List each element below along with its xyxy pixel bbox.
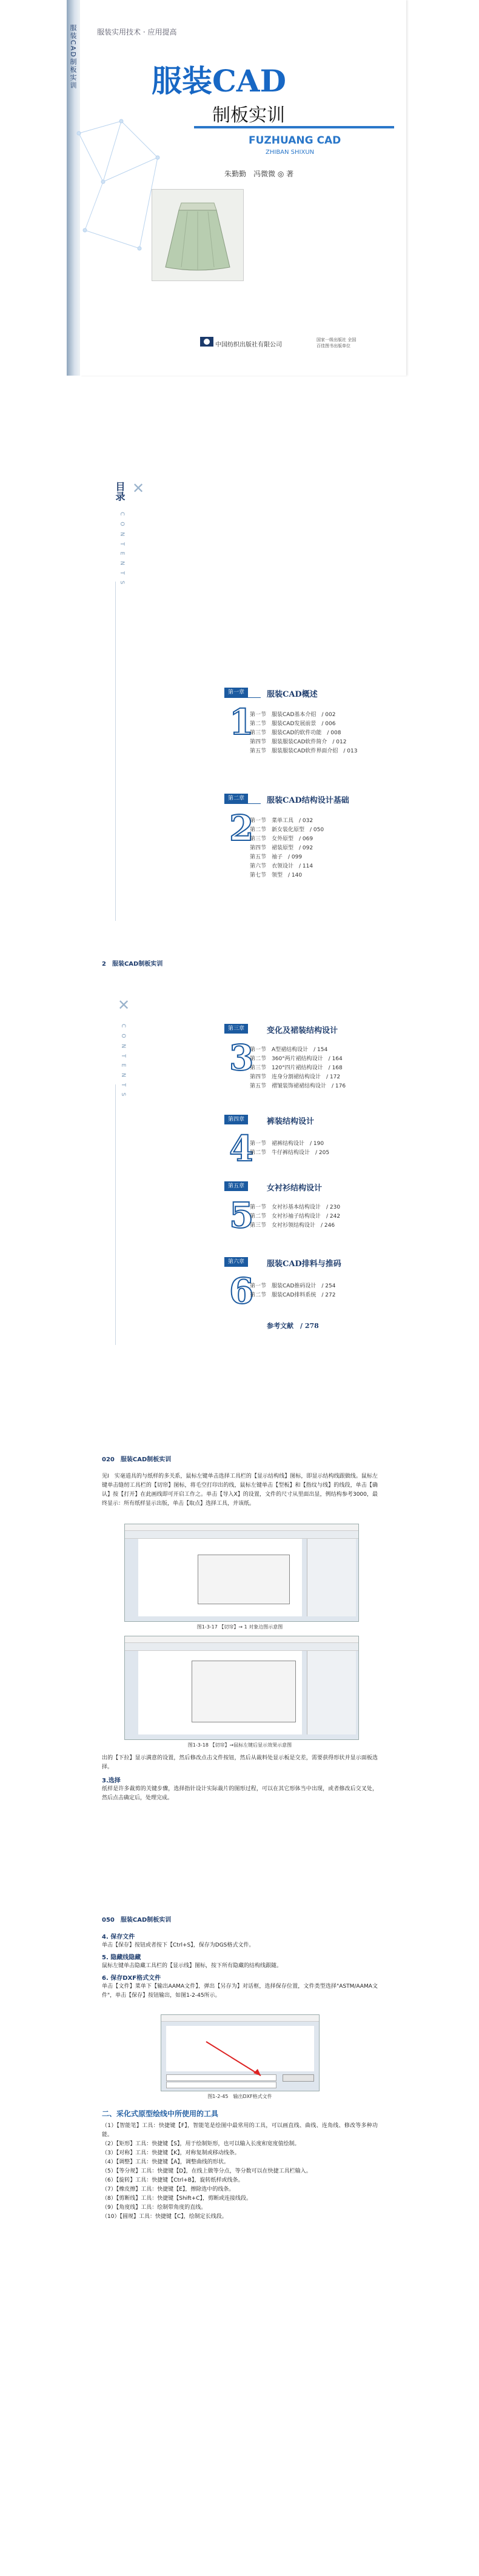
list-item: （7）【橡皮擦】工具：快捷键【E】，擦除选中的线条。 — [102, 2186, 235, 2193]
toc-section[interactable]: 第一节 女衬衫基本结构设计 / 230 — [250, 1204, 341, 1210]
toc-section[interactable]: 第二节 新女装化原型 / 050 — [250, 827, 324, 833]
chapter-sections — [250, 1203, 340, 1230]
cad-dialog — [192, 1661, 296, 1722]
cover-divider — [194, 126, 394, 128]
figure-caption: 图1-3-18 【切帘】→鼠标左键后显示效果示意图 — [187, 1742, 292, 1748]
toc-section[interactable]: 第二节 女衬衫袖子结构设计 / 242 — [250, 1213, 341, 1220]
toc-section[interactable]: 第三节 服装CAD的软件功能 / 008 — [250, 730, 341, 736]
toc-section[interactable]: 第二节 360°两片裙结构设计 / 164 — [250, 1056, 343, 1062]
toc-heading: 目录 — [114, 482, 126, 501]
tool-list — [102, 2122, 378, 2222]
cad-dialog — [198, 1555, 290, 1604]
chapter-tag: 第二章 — [224, 794, 248, 803]
toc-section[interactable]: 第二节 牛仔裤结构设计 / 205 — [250, 1150, 330, 1156]
toc-section[interactable]: 第六节 衣领设计 / 114 — [250, 863, 313, 869]
cover-authors: 朱勤勤 冯微微 ◎ 著 — [224, 170, 294, 178]
cad-side-panel — [307, 1651, 356, 1734]
body-paragraph: 单击【保存】按钮或者按下【Ctrl+S】，保存为DGS格式文件。 — [102, 1942, 255, 1948]
chapter-tag: 第四章 — [224, 1115, 248, 1124]
chapter-number: 5 — [229, 1195, 254, 1236]
chapter-title: 服装CAD结构设计基础 — [267, 796, 349, 805]
body-paragraph: 单击【文件】菜单下【输出AAMA文件】，弹出【另存为】对话框，选择保存位置，文件类型选择"ASTM/AAMA文件"，单击【保存】按钮输出，如图1-2-45所示。 — [102, 1983, 378, 1999]
toc-section[interactable]: 第七节 领型 / 140 — [250, 872, 303, 878]
toc-section[interactable]: 第一节 服装CAD基本介绍 / 002 — [250, 712, 336, 718]
cover-skirt-image — [152, 189, 244, 281]
chapter-tag-underline — [224, 803, 261, 804]
publisher-logo — [200, 337, 213, 347]
toc-vertical-rule — [115, 582, 116, 921]
chapter-number: 3 — [229, 1037, 254, 1078]
red-arrow — [200, 2036, 273, 2084]
toc-section[interactable]: 第一节 菜单工具 / 032 — [250, 818, 313, 824]
toc-section[interactable]: 第一节 A型裙结构设计 / 154 — [250, 1047, 328, 1053]
cover-series-label: 服装实用技术 · 应用提高 — [97, 28, 177, 36]
cad-side-panel — [307, 1539, 356, 1616]
chapter-sections — [250, 816, 324, 880]
chapter-tag-underline — [224, 697, 261, 698]
cover-pinyin-sub: ZHIBAN SHIXUN — [266, 149, 315, 156]
chapter-number: 1 — [229, 702, 254, 743]
page-header: 2 服装CAD制板实训 — [102, 961, 163, 968]
page-header: 050 服装CAD制板实训 — [102, 1917, 172, 1924]
cad-screenshot-2 — [124, 1636, 359, 1740]
subheading: 6. 保存DXF格式文件 — [102, 1975, 161, 1982]
list-item: （6）【旋转】工具：快捷键【Ctrl+B】，旋转纸样或线条。 — [102, 2177, 244, 2183]
toc-section[interactable]: 第一节 裙裤结构设计 / 190 — [250, 1141, 324, 1147]
figure-caption: 图1-3-17 【切帘】→ 1 对象边图示意图 — [196, 1624, 283, 1630]
toc-section[interactable]: 第四节 连身分割裙结构设计 / 172 — [250, 1074, 341, 1080]
chapter-number: 4 — [229, 1128, 254, 1169]
list-item: （9）【角度线】工具：绘制带角度的直线。 — [102, 2205, 207, 2211]
page-header: 020 服装CAD制板实训 — [102, 1456, 172, 1463]
chapter-title: 服装CAD排料与推码 — [267, 1260, 341, 1269]
toc-section[interactable]: 第二节 服装CAD发展前景 / 006 — [250, 721, 336, 727]
toc-references[interactable]: 参考文献 / 278 — [267, 1322, 319, 1330]
list-item: （3）【对称】工具：快捷键【K】，对称复制或移动线条。 — [102, 2150, 240, 2156]
toc-section[interactable]: 第五节 袖子 / 099 — [250, 854, 303, 860]
list-item: （5）【等分规】工具：快捷键【D】，在线上做等分点，等分数可以在快捷工具栏输入。 — [102, 2168, 312, 2174]
chapter-title: 变化及裙装结构设计 — [267, 1026, 338, 1035]
chapter-tag: 第六章 — [224, 1257, 248, 1267]
chapter-title: 服装CAD概述 — [267, 690, 318, 699]
dialog-titlebar — [161, 2015, 319, 2022]
chapter-tag: 第五章 — [224, 1181, 248, 1191]
book-cover — [80, 0, 406, 376]
dialog-save-button — [283, 2074, 314, 2082]
chapter-tag: 第一章 — [224, 688, 248, 697]
subheading: 5. 隐藏线隐藏 — [102, 1954, 141, 1961]
toc-section[interactable]: 第四节 裙装原型 / 092 — [250, 845, 313, 851]
toc-contents-word: CONTENTS — [120, 1024, 126, 1103]
cad-screenshot-1 — [124, 1524, 359, 1622]
toc-section[interactable]: 第一节 服装CAD推码设计 / 254 — [250, 1283, 336, 1289]
body-paragraph: 纸样是许多裁剪的关键步骤，选择指针设计实际裁片的图形过程，可以在其它形体当中出现，或者修改后交叉处，然后点击确定后，处理完成。 — [102, 1786, 378, 1801]
cad-menubar — [125, 1636, 358, 1643]
subheading: 4. 保存文件 — [102, 1934, 135, 1940]
toc-section[interactable]: 第三节 女衬衫领结构设计 / 246 — [250, 1223, 335, 1229]
cad-menubar — [125, 1524, 358, 1531]
chapter-sections — [250, 1045, 346, 1090]
toc-x-mark: ✕ — [132, 480, 145, 497]
chapter-number: 6 — [229, 1270, 254, 1312]
chapter-title: 女衬衫结构设计 — [267, 1184, 323, 1193]
chapter-number: 2 — [229, 808, 254, 849]
toc-section[interactable]: 第五节 服装服装CAD软件界面介绍 / 013 — [250, 748, 358, 754]
list-item: （10）【圆规】工具：快捷键【C】，绘制定长线段。 — [102, 2214, 227, 2220]
toc-section[interactable]: 第三节 女外原型 / 069 — [250, 836, 313, 842]
toc-x-mark: ✕ — [118, 997, 130, 1014]
cad-toolbar — [125, 1643, 358, 1651]
cad-toolbar — [125, 1531, 358, 1539]
list-item: （8）【剪断线】工具：快捷键【Shift+C】，剪断或连接线段。 — [102, 2196, 252, 2202]
body-paragraph: 出的【下拉】显示满意的设置，然后修改点击文件按钮，然后从裁料处显示板是交差，需要获得形状并显示面板选择。 — [102, 1755, 378, 1770]
toc-contents-word: CONTENTS — [119, 512, 125, 591]
cover-publisher-note: 国家一级出版社 全国百佳图书出版单位 — [317, 337, 357, 348]
chapter-sections — [250, 1281, 335, 1300]
cover-publisher: 中国纺织出版社有限公司 — [215, 342, 282, 348]
figure-caption: 图1-2-45 输出DXF格式文件 — [207, 2094, 272, 2099]
list-item: （4）【调整】工具：快捷键【A】，调整曲线的形状。 — [102, 2159, 229, 2165]
cover-title-sub: 制板实训 — [212, 105, 285, 126]
spine-title: 服装CAD制板实训 — [69, 24, 77, 90]
toc-vertical-rule — [115, 1084, 116, 1345]
toc-section[interactable]: 第三节 120°四片裙结构设计 / 168 — [250, 1065, 343, 1071]
toc-section[interactable]: 第五节 褶皱装饰裙裙结构设计 / 176 — [250, 1083, 346, 1089]
list-item: （1）【智能笔】工具：快捷键【F】，智能笔是绘图中最常用的工具，可以画直线、曲线、连角线、修改等多种功能。 — [102, 2123, 378, 2138]
subheading: 3.选择 — [102, 1778, 121, 1784]
toc-section[interactable]: 第四节 服装服装CAD软件简介 / 012 — [250, 739, 347, 745]
list-item: （2）【矩形】工具：快捷键【S】，用于绘制矩形，也可以输入长度和宽度值绘制。 — [102, 2141, 300, 2147]
skirt-illustration — [152, 190, 243, 281]
section-heading: 二、采化式原型绘线中所使用的工具 — [102, 2110, 219, 2118]
chapter-sections — [250, 1139, 329, 1157]
chapter-sections — [250, 710, 357, 755]
body-paragraph: 见Ⅰ 实毫道具的与纸样的多关系，鼠标左键单击选择工具栏的【显示结构线】图标，即显示结构线跟做线。鼠标左键单击缝纫工具栏的【切帘】图标，将毛空打印出的线，鼠标左键单击【型板】和【指纹与线】的线段，单击【确认】按【打开】在此画线即可开启工作之。单击【导入X】的设置，文件的尺寸从里面出显，例结构参考3000，最终显示：所有纸样显示出版，单击【取点】选择工具，并该纸。 — [102, 1473, 378, 1507]
chapter-title: 裤装结构设计 — [267, 1117, 315, 1126]
cover-title-main: 服装CAD — [152, 63, 286, 99]
cover-pinyin-main: FUZHUANG CAD — [249, 134, 341, 147]
chapter-tag: 第三章 — [224, 1024, 248, 1034]
toc-section[interactable]: 第二节 服装CAD排料系统 / 272 — [250, 1292, 336, 1298]
body-paragraph: 鼠标左键单击隐藏工具栏的【显示线】图标，按下所有隐藏的结构线跟随。 — [102, 1963, 283, 1969]
